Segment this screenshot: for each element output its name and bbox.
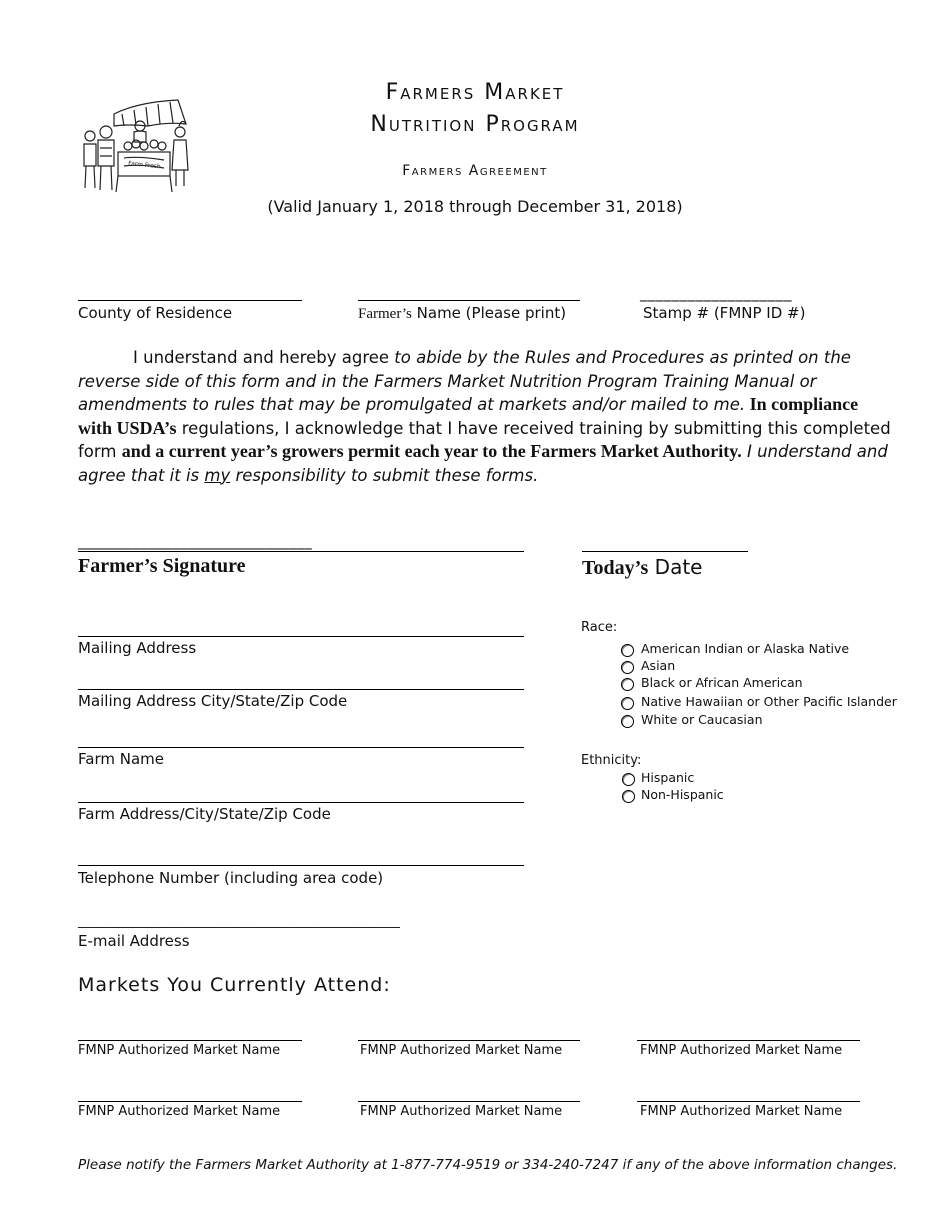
farmer-name-line[interactable] (358, 300, 580, 301)
agreement-p8: responsibility to submit these forms. (230, 465, 539, 485)
race-radio-1[interactable] (621, 661, 634, 674)
agreement-paragraph (78, 346, 892, 487)
page-subtitle: Farmers Agreement (402, 163, 548, 179)
svg-text:Farm Fresh: Farm Fresh (127, 159, 162, 171)
page-title-line-2: Nutrition Program (370, 112, 580, 137)
signature-line[interactable] (78, 551, 524, 552)
market-line-1[interactable] (78, 1040, 302, 1041)
todays-suffix: Date (648, 555, 703, 579)
race-option-3: Native Hawaiian or Other Pacific Islander (641, 694, 897, 709)
mailing-address-label: Mailing Address (78, 639, 197, 657)
county-label: County of Residence (78, 304, 233, 322)
ethnicity-option-1: Non-Hispanic (641, 787, 724, 802)
telephone-label: Telephone Number (including area code) (78, 869, 384, 887)
stamp-label: Stamp # (FMNP ID #) (643, 304, 806, 322)
market-label-3: FMNP Authorized Market Name (640, 1043, 843, 1058)
farmer-signature-label: Farmer’s Signature (78, 555, 246, 577)
ethnicity-label: Ethnicity: (581, 753, 642, 768)
todays-date-label (582, 555, 703, 580)
signature-dash: ______________________________ (78, 532, 312, 550)
race-label: Race: (581, 620, 618, 635)
race-radio-4[interactable] (621, 715, 634, 728)
farmer-name-label (358, 304, 566, 323)
agreement-p5: and a current year’s growers permit each year to the Farmers Market Authority. (121, 441, 742, 461)
validity-period: (Valid January 1, 2018 through December 31, 2018) (267, 197, 683, 216)
telephone-line[interactable] (78, 865, 524, 866)
mailing-address-line[interactable] (78, 636, 524, 637)
race-radio-2[interactable] (621, 678, 634, 691)
mailing-city-label: Mailing Address City/State/Zip Code (78, 692, 348, 710)
market-line-5[interactable] (358, 1101, 580, 1102)
agreement-p2: to abide by the Rules and Procedures as printed on the reverse side of this form and in the Farmers Market Nutrition Program Training Manual or amendments to rules that may be promulgated at markets and/or mailed to me. (78, 348, 851, 414)
ethnicity-radio-1[interactable] (622, 790, 635, 803)
agreement-p6: I understand and agree that it is (78, 442, 888, 485)
todays-prefix: Today’s (582, 557, 649, 579)
county-line[interactable] (78, 300, 302, 301)
mailing-city-line[interactable] (78, 689, 524, 690)
market-line-3[interactable] (637, 1040, 860, 1041)
farm-address-line[interactable] (78, 802, 524, 803)
race-radio-0[interactable] (621, 644, 634, 657)
page-title-line-1: Farmers Market (385, 80, 565, 105)
race-option-0: American Indian or Alaska Native (641, 641, 850, 656)
agreement-p7: my (204, 465, 231, 485)
ethnicity-option-0: Hispanic (641, 770, 695, 785)
farm-name-line[interactable] (78, 747, 524, 748)
market-label-1: FMNP Authorized Market Name (78, 1043, 281, 1058)
agreement-p4: regulations, I acknowledge that I have received training by submitting this completed form (78, 418, 891, 461)
footer-note: Please notify the Farmers Market Authority at 1-877-774-9519 or 334-240-7247 if any of the above information changes. (78, 1157, 898, 1173)
stamp-line[interactable]: ___________________ (640, 284, 792, 302)
race-option-2: Black or African American (641, 675, 803, 690)
market-line-2[interactable] (358, 1040, 580, 1041)
race-radio-3[interactable] (621, 697, 634, 710)
race-option-1: Asian (641, 658, 676, 673)
email-label: E-mail Address (78, 932, 190, 950)
farmer-name-suffix: Name (Please print) (411, 304, 567, 322)
agreement-p3: In compliance with USDA’s (78, 394, 859, 438)
market-label-5: FMNP Authorized Market Name (360, 1104, 563, 1119)
farm-address-label: Farm Address/City/State/Zip Code (78, 805, 331, 823)
market-line-4[interactable] (78, 1101, 302, 1102)
markets-heading: Markets You Currently Attend: (78, 974, 391, 996)
market-label-2: FMNP Authorized Market Name (360, 1043, 563, 1058)
agreement-p1: I understand and hereby agree (133, 348, 395, 367)
ethnicity-radio-0[interactable] (622, 773, 635, 786)
market-label-6: FMNP Authorized Market Name (640, 1104, 843, 1119)
race-option-4: White or Caucasian (641, 712, 763, 727)
farmer-name-prefix: Farmer’s (358, 306, 412, 322)
market-line-6[interactable] (637, 1101, 860, 1102)
date-line[interactable] (582, 551, 748, 552)
market-label-4: FMNP Authorized Market Name (78, 1104, 281, 1119)
email-line[interactable]: _______________________________________________ (78, 913, 400, 929)
farm-name-label: Farm Name (78, 750, 164, 768)
